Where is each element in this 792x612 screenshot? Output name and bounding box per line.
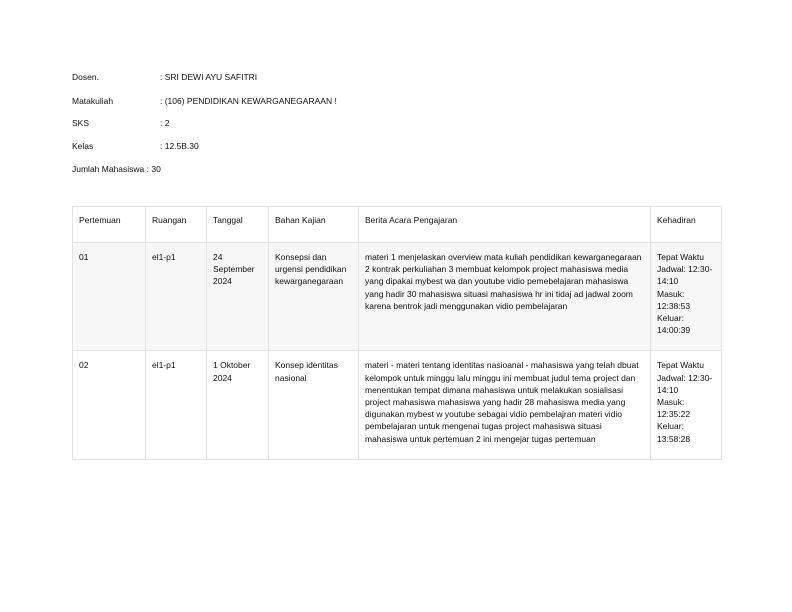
matakuliah-label: Matakuliah xyxy=(72,96,114,106)
kehadiran-keluar: Keluar: 14:00:39 xyxy=(657,313,691,336)
cell-berita-acara: materi 1 menjelaskan overview mata kuliah pendidikan kewarganegaraan 2 kontrak perkuliahan 3 membuat kelompok project mahasiswa media yang dipakai mybest wa dan youtube vidio pemebelajaran mahasiswa yang hadir 30 mahasiswa situasi mahasiswa hr ini tidaj ad jadwal zoom karena bentrok jadi menggunakan vidio pembelajaran xyxy=(359,243,651,351)
kehadiran-jadwal: Jadwal: 12:30-14:10 xyxy=(657,372,713,395)
cell-bahan-kajian: Konsep identitas nasional xyxy=(269,351,359,459)
cell-bahan-kajian: Konsepsi dan urgensi pendidikan kewarganegaraan xyxy=(269,243,359,351)
cell-tanggal: 24 September 2024 xyxy=(207,243,269,351)
table-header-row xyxy=(73,207,722,243)
matakuliah-value: : (106) PENDIDIKAN KEWARGANEGARAAN ! xyxy=(160,96,337,106)
sks-label: SKS xyxy=(72,118,90,128)
kehadiran-masuk: Masuk: 12:38:53 xyxy=(657,288,691,311)
table-row xyxy=(73,243,722,351)
attendance-table xyxy=(72,206,722,460)
kehadiran-status: Tepat Waktu xyxy=(657,252,704,262)
cell-pertemuan: 02 xyxy=(73,351,146,459)
cell-kehadiran xyxy=(651,351,722,459)
header-ruangan: Ruangan xyxy=(146,207,207,243)
kehadiran-status: Tepat Waktu xyxy=(657,360,704,371)
header-tanggal: Tanggal xyxy=(207,207,269,243)
kehadiran-keluar: Keluar: 13:58:28 xyxy=(657,421,691,444)
kelas-label: Kelas xyxy=(72,141,94,151)
header-berita-acara: Berita Acara Pengajaran xyxy=(359,207,651,243)
jumlah-label: Jumlah Mahasiswa : 30 xyxy=(72,164,161,174)
dosen-label: Dosen. xyxy=(72,72,99,82)
cell-pertemuan: 01 xyxy=(73,243,146,351)
sks-value: : 2 xyxy=(160,118,170,128)
cell-berita-acara: materi - materi tentang identitas nasioanal - mahasiswa yang telah dbuat kelompok untuk minggu lalu minggu ini membuat judul tema project dan menentukan tempat dimana mahasiswa untuk melakukan sosialisasi project mahasiswa mahasiswa yang hadir 28 mahasiswa media yang digunakan mybest w youtube sebagai vidio pembelajran materi vidio pembelajaran untuk mengenai tugas project mahasiswa situasi mahasiswa untuk pertemuan 2 ini mengejar tugas pertemuan xyxy=(359,351,651,459)
kehadiran-jadwal: Jadwal: 12:30-14:10 xyxy=(657,264,713,287)
dosen-value: : SRI DEWI AYU SAFITRI xyxy=(160,72,258,82)
cell-ruangan: el1-p1 xyxy=(146,243,207,351)
header-kehadiran: Kehadiran xyxy=(651,207,722,243)
header-pertemuan: Pertemuan xyxy=(73,207,146,243)
cell-tanggal: 1 Oktober 2024 xyxy=(207,351,269,459)
header-bahan-kajian: Bahan Kajian xyxy=(269,207,359,243)
table-row xyxy=(73,351,722,459)
kelas-value: : 12.5B.30 xyxy=(160,141,199,151)
cell-kehadiran xyxy=(651,243,722,351)
cell-ruangan: el1-p1 xyxy=(146,351,207,459)
kehadiran-masuk: Masuk: 12:35:22 xyxy=(657,397,691,420)
